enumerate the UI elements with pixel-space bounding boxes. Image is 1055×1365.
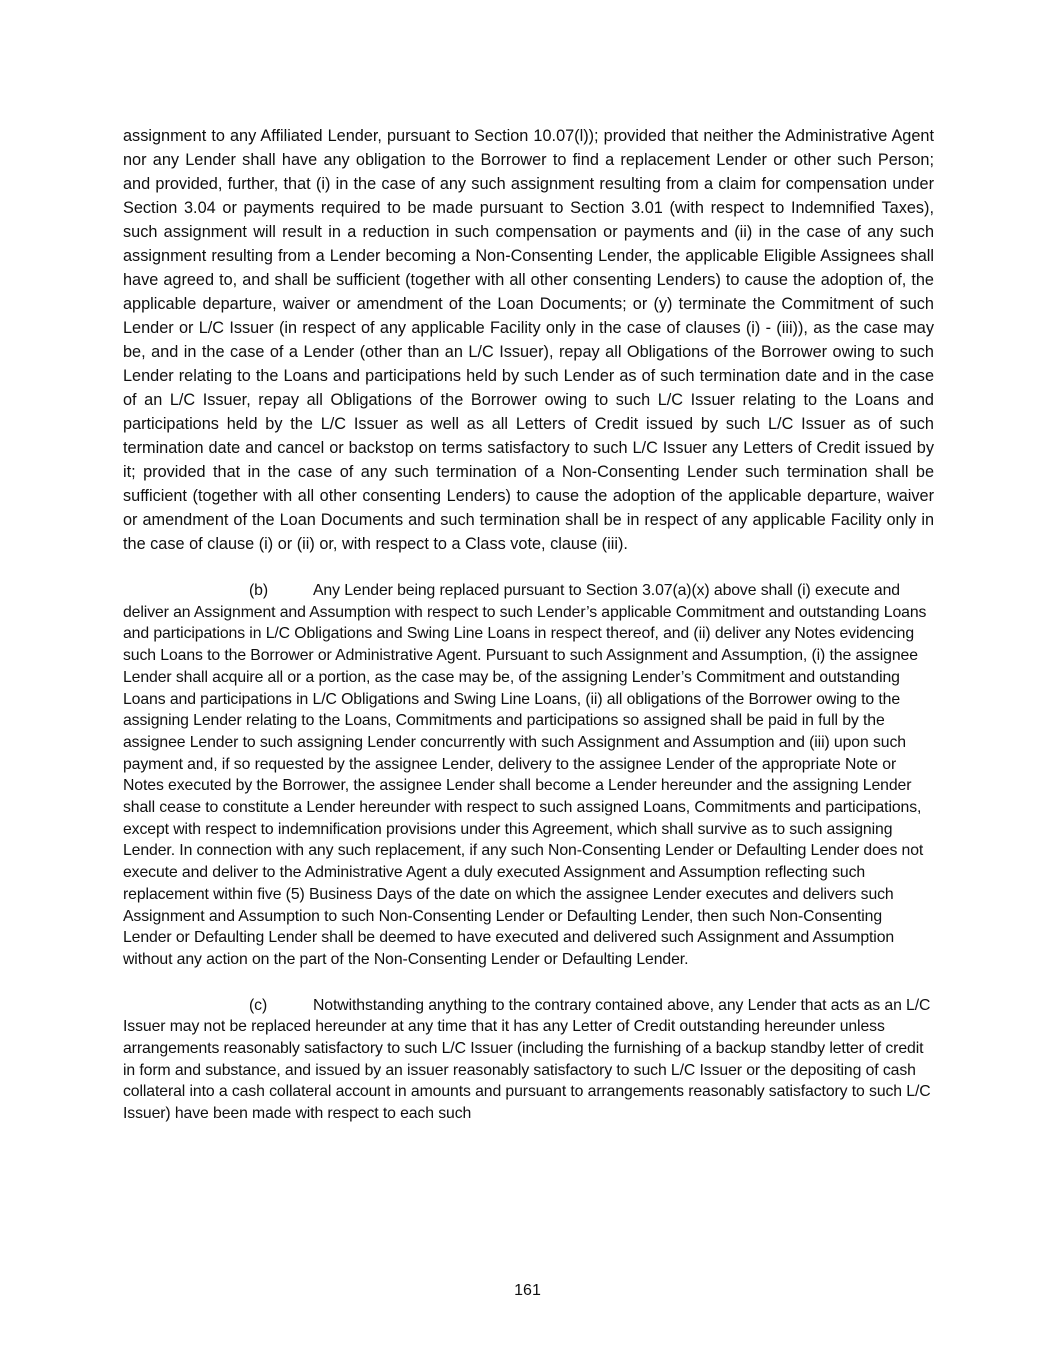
paragraph-b-text: Any Lender being replaced pursuant to Section 3.07(a)(x) above shall (i) execute and deliver an Assignment and Assumption with respect to such Lender’s applicable Commitment and outstanding Loans and participations in L/C Obligations and Swing Line Loans in respect thereof, and (ii) deliver any Notes evidencing such Loans to the Borrower or Administrative Agent. Pursuant to such Assignment and Assumption, (i) the assignee Lender shall acquire all or a portion, as the case may be, of the assigning Lender’s Commitment and outstanding Loans and participations in L/C Obligations and Swing Line Loans, (ii) all obligations of the Borrower owing to the assigning Lender relating to the Loans, Commitments and participations so assigned shall be paid in full by the assignee Lender to such assigning Lender concurrently with such Assignment and Assumption and (iii) upon such payment and, if so requested by the assignee Lender, delivery to the assignee Lender of the appropriate Note or Notes executed by the Borrower, the assignee Lender shall become a Lender hereunder and the assigning Lender shall cease to constitute a Lender hereunder with respect to such assigned Loans, Commitments and participations, except with respect to indemnification provisions under this Agreement, which shall survive as to such assigning Lender. In connection with any such replacement, if any such Non-Consenting Lender or Defaulting Lender does not execute and deliver to the Administrative Agent a duly executed Assignment and Assumption reflecting such replacement within five (5) Business Days of the date on which the assignee Lender executes and delivers such Assignment and Assumption to such Non-Consenting Lender or Defaulting Lender, then such Non-Consenting Lender or Defaulting Lender shall be deemed to have executed and delivered such Assignment and Assumption without any action on the part of the Non-Consenting Lender or Defaulting Lender. (123, 582, 927, 968)
page-number: 161 (514, 1282, 541, 1299)
text-block (123, 124, 934, 1149)
paragraph-c-text: Notwithstanding anything to the contrary contained above, any Lender that acts as an L/C Issuer may not be replaced hereunder at any time that it has any Letter of Credit outstanding hereunder unless arrangements reasonably satisfactory to such L/C Issuer (including the furnishing of a backup standby letter of credit in form and substance, and issued by an issuer reasonably satisfactory to such L/C Issuer or the depositing of cash collateral into a cash collateral account in amounts and pursuant to arrangements reasonably satisfactory to such L/C Issuer) have been made with respect to each such (123, 996, 931, 1123)
paragraph-b (123, 580, 934, 971)
paragraph-b-label: (b) (249, 582, 269, 599)
paragraph-c (123, 995, 934, 1125)
paragraph-continuation: assignment to any Affiliated Lender, pursuant to Section 10.07(l)); provided that neither the Administrative Agent nor any Lender shall have any obligation to the Borrower to find a replacement Lender or other such Person; and provided, further, that (i) in the case of any such assignment resulting from a claim for compensation under Section 3.04 or payments required to be made pursuant to Section 3.01 (with respect to Indemnified Taxes), such assignment will result in a reduction in such compensation or payments and (ii) in the case of any such assignment resulting from a Lender becoming a Non-Consenting Lender, the applicable Eligible Assignees shall have agreed to, and shall be sufficient (together with all other consenting Lenders) to cause the adoption of, the applicable departure, waiver or amendment of the Loan Documents; or (y) terminate the Commitment of such Lender or L/C Issuer (in respect of any applicable Facility only in the case of clauses (i) - (iii)), as the case may be, and in the case of a Lender (other than an L/C Issuer), repay all Obligations of the Borrower owing to such Lender relating to the Loans and participations held by such Lender as of such termination date and in the case of an L/C Issuer, repay all Obligations of the Borrower owing to such L/C Issuer relating to the Loans and participations held by the L/C Issuer as well as all Letters of Credit issued by such L/C Issuer as of such termination date and cancel or backstop on terms satisfactory to such L/C Issuer any Letters of Credit issued by it; provided that in the case of any such termination of a Non-Consenting Lender such termination shall be sufficient (together with all other consenting Lenders) to cause the adoption of the applicable departure, waiver or amendment of the Loan Documents and such termination shall be in respect of any applicable Facility only in the case of clause (i) or (ii) or, with respect to a Class vote, clause (iii). (123, 127, 934, 553)
paragraph-c-label: (c) (249, 996, 268, 1014)
